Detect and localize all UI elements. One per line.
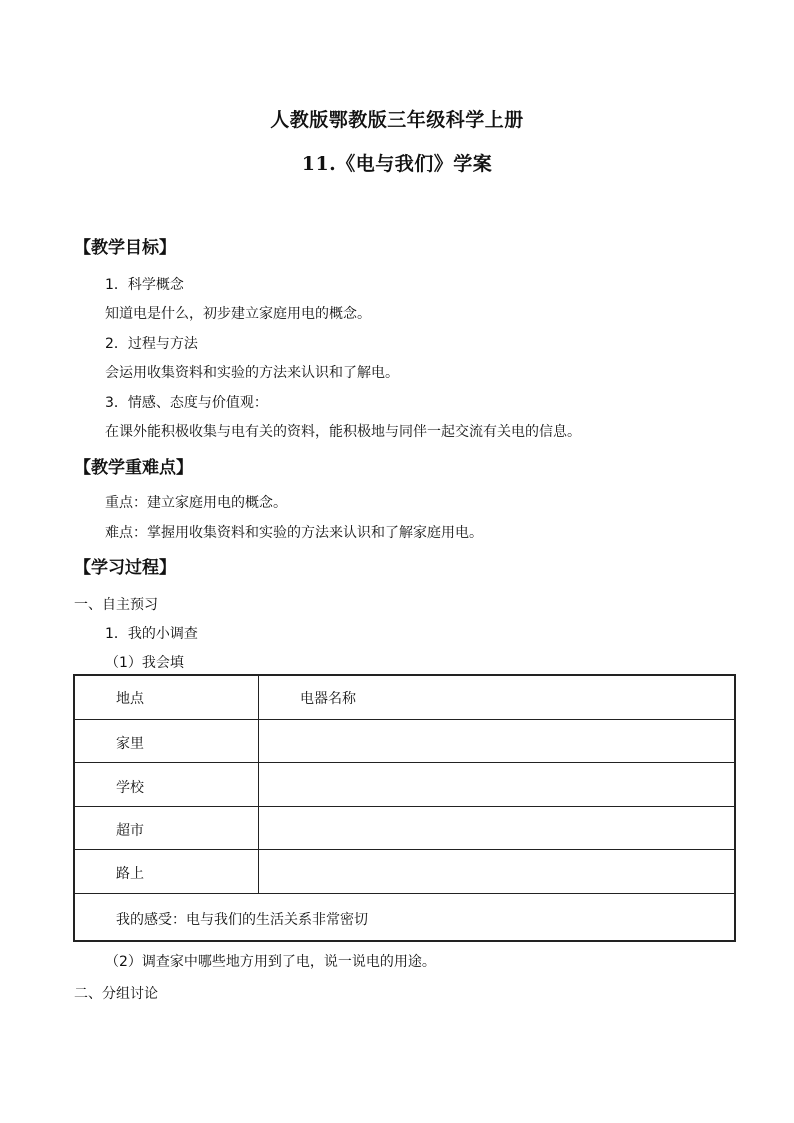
survey-table (73, 674, 736, 942)
key-point-difficulty: 难点：掌握用收集资料和实验的方法来认识和了解家庭用电。 (105, 525, 483, 541)
goal-2-text: 会运用收集资料和实验的方法来认识和了解电。 (105, 365, 399, 381)
table-row-location: 学校 (116, 780, 144, 796)
goal-1-heading: 1．科学概念 (105, 277, 184, 293)
table-row-divider (75, 719, 734, 720)
table-row-location: 路上 (116, 866, 144, 882)
table-row-divider (75, 849, 734, 850)
table-header-location: 地点 (116, 691, 144, 707)
document-subtitle: 11.《电与我们》学案 (301, 153, 493, 175)
section-heading-goals: 【教学目标】 (74, 238, 176, 258)
process-part-2: 二、分组讨论 (74, 986, 158, 1002)
table-row-divider (75, 762, 734, 763)
goal-3-heading: 3．情感、态度与价值观： (105, 395, 268, 411)
goal-2-heading: 2．过程与方法 (105, 336, 198, 352)
key-point-focus: 重点：建立家庭用电的概念。 (105, 495, 287, 511)
table-row-divider (75, 893, 734, 894)
table-row-location: 超市 (116, 823, 144, 839)
table-column-divider (258, 676, 259, 893)
table-row-location: 家里 (116, 736, 144, 752)
section-heading-process: 【学习过程】 (74, 558, 176, 578)
document-title: 人教版鄂教版三年级科学上册 (270, 109, 524, 131)
survey-question-2: （2）调查家中哪些地方用到了电，说一说电的用途。 (105, 954, 436, 970)
survey-heading: 1．我的小调查 (105, 626, 198, 642)
section-heading-key-points: 【教学重难点】 (74, 458, 193, 478)
goal-3-text: 在课外能积极收集与电有关的资料，能积极地与同伴一起交流有关电的信息。 (105, 424, 581, 440)
fill-heading: （1）我会填 (105, 655, 184, 671)
table-footer-feeling: 我的感受：电与我们的生活关系非常密切 (116, 912, 368, 928)
goal-1-text: 知道电是什么，初步建立家庭用电的概念。 (105, 306, 371, 322)
table-row-divider (75, 806, 734, 807)
table-header-appliance: 电器名称 (300, 691, 356, 707)
process-part-1: 一、自主预习 (74, 597, 158, 613)
